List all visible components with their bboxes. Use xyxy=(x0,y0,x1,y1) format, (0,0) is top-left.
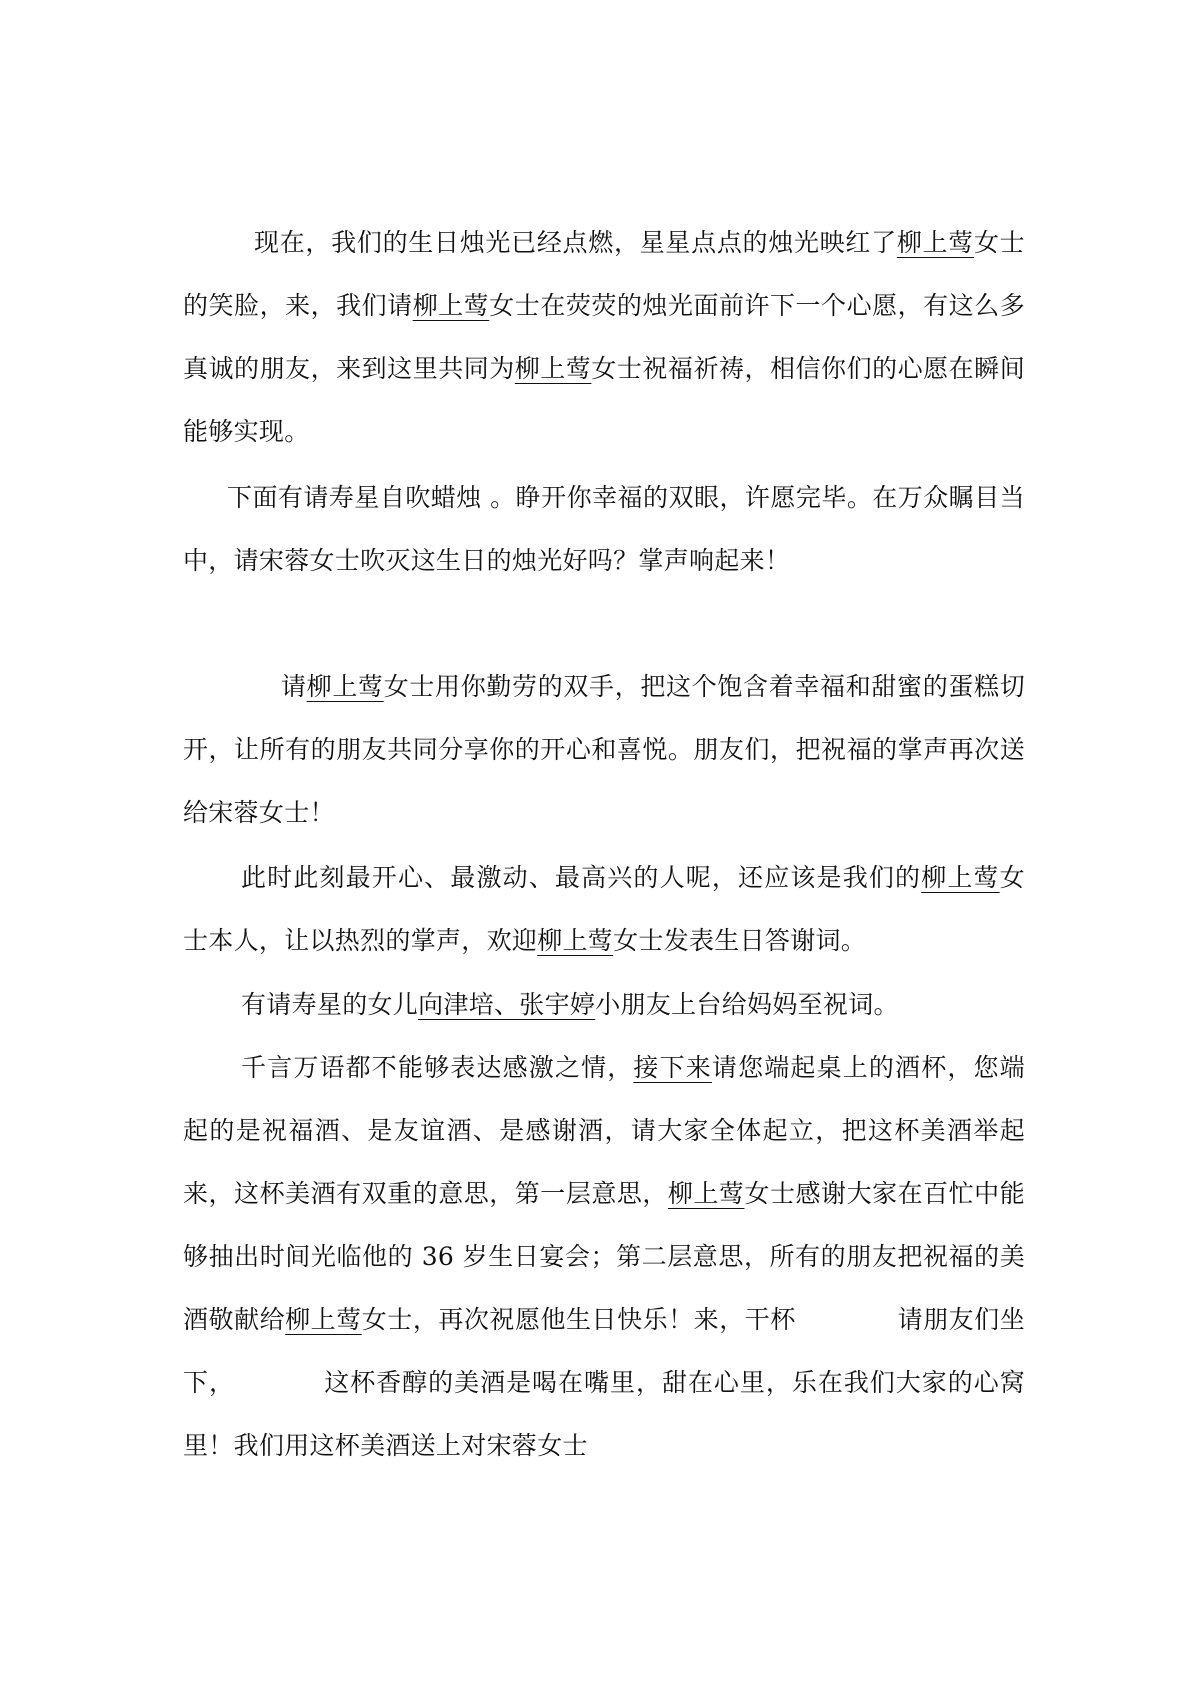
text-run: 女士本人，让以热烈的掌声，欢迎 xyxy=(183,863,1025,955)
underlined-name: 柳上莺 xyxy=(921,863,1000,892)
text-run: 女士祝福祈祷，相信你们的心愿在瞬间能够实现。 xyxy=(183,354,1025,446)
text-run: 女士在荧荧的烛光面前许下一个心愿，有这么多真诚的朋友，来到这里共同为 xyxy=(183,291,1026,383)
underlined-name: 柳上莺 xyxy=(896,228,974,257)
paragraph-candles-lit xyxy=(183,211,1025,463)
text-run: 女士发表生日答谢词。 xyxy=(613,926,867,955)
underlined-name: 柳上莺 xyxy=(514,354,592,383)
paragraph-daughters-toast xyxy=(183,973,1025,1036)
text-run: 小朋友上台给妈妈至祝词。 xyxy=(595,990,899,1019)
paragraph-cut-cake xyxy=(183,655,1025,844)
text-run: 有请寿星的女儿 xyxy=(241,990,419,1019)
text-run: 女士的笑脸，来，我们请 xyxy=(183,228,1025,320)
underlined-name: 接下来 xyxy=(633,1053,712,1082)
paragraph-thank-you-speech xyxy=(183,846,1025,972)
underlined-name: 柳上莺 xyxy=(412,291,490,320)
text-run: 女士，再次祝愿他生日快乐！来，干杯 请朋友们坐下， 这杯香醇的美酒是喝在嘴里，甜在心里，乐在我们大家的心窝里！我们用这杯美酒送上对宋蓉女士 xyxy=(183,1305,1025,1460)
text-run: 现在，我们的生日烛光已经点燃，星星点点的烛光映红了 xyxy=(254,228,897,257)
text-run: 女士用你勤劳的双手，把这个饱含着幸福和甜蜜的蛋糕切开，让所有的朋友共同分享你的开心和喜悦。朋友们，把祝福的掌声再次送给宋蓉女士！ xyxy=(183,672,1025,827)
text-run: 女士感谢大家在百忙中能够抽出时间光临他的 36 岁生日宴会；第二层意思，所有的朋友把祝福的美酒敬献给 xyxy=(183,1179,1025,1334)
paragraph-raise-glasses xyxy=(183,1036,1025,1477)
underlined-name: 柳上莺 xyxy=(285,1305,362,1334)
text-run: 此时此刻最开心、最激动、最高兴的人呢，还应该是我们的 xyxy=(241,863,922,892)
text-run: 下面有请寿星自吹蜡烛 。睁开你幸福的双眼，许愿完毕。在万众瞩目当中，请宋蓉女士吹灭这生日的烛光好吗？掌声响起来！ xyxy=(183,483,1025,575)
text-run: 请 xyxy=(281,672,307,701)
underlined-name: 向津培、张宇婷 xyxy=(418,990,596,1019)
underlined-name: 柳上莺 xyxy=(537,926,614,955)
underlined-name: 柳上莺 xyxy=(306,672,384,701)
text-run: 千言万语都不能够表达感激之情， xyxy=(241,1053,634,1082)
paragraph-blow-candles xyxy=(183,466,1025,592)
underlined-name: 柳上莺 xyxy=(667,1179,745,1208)
text-run: 请您端起桌上的酒杯，您端起的是祝福酒、是友谊酒、是感谢酒，请大家全体起立，把这杯美酒举起来，这杯美酒有双重的意思，第一层意思， xyxy=(183,1053,1025,1208)
